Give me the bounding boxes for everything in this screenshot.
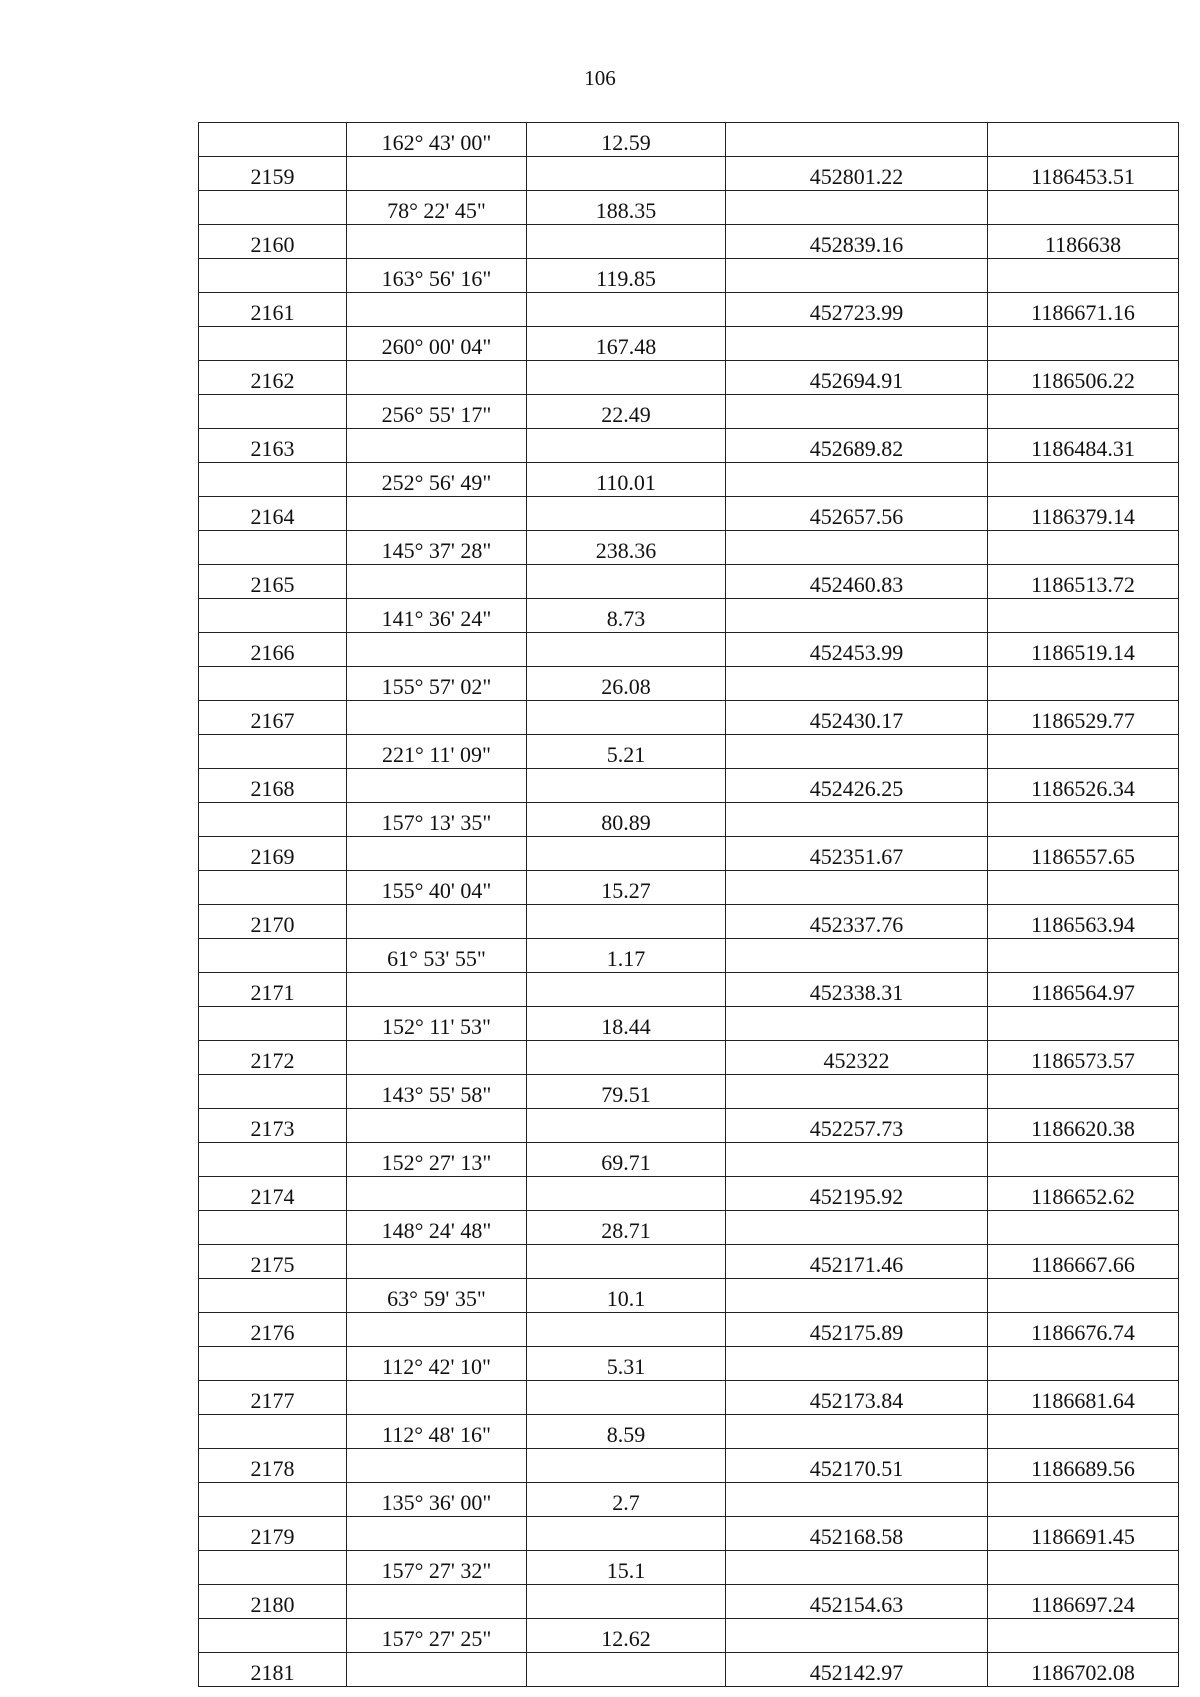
y-coordinate-cell <box>988 123 1179 157</box>
distance-cell: 15.27 <box>527 871 726 905</box>
y-coordinate-cell: 1186484.31 <box>988 429 1179 463</box>
bearing-cell: 163° 56' 16" <box>347 259 527 293</box>
point-number-cell <box>199 667 347 701</box>
point-number-cell <box>199 1415 347 1449</box>
point-number-cell: 2177 <box>199 1381 347 1415</box>
distance-cell <box>527 1585 726 1619</box>
y-coordinate-cell: 1186506.22 <box>988 361 1179 395</box>
point-row <box>199 973 1179 1007</box>
y-coordinate-cell <box>988 803 1179 837</box>
bearing-cell: 152° 11' 53" <box>347 1007 527 1041</box>
x-coordinate-cell <box>726 803 988 837</box>
y-coordinate-cell: 1186557.65 <box>988 837 1179 871</box>
point-number-cell <box>199 599 347 633</box>
segment-row <box>199 1075 1179 1109</box>
x-coordinate-cell: 452657.56 <box>726 497 988 531</box>
y-coordinate-cell: 1186620.38 <box>988 1109 1179 1143</box>
distance-cell <box>527 1313 726 1347</box>
point-number-cell: 2161 <box>199 293 347 327</box>
distance-cell <box>527 701 726 735</box>
bearing-cell: 256° 55' 17" <box>347 395 527 429</box>
y-coordinate-cell: 1186563.94 <box>988 905 1179 939</box>
point-number-cell <box>199 531 347 565</box>
segment-row <box>199 531 1179 565</box>
point-number-cell <box>199 1007 347 1041</box>
segment-row <box>199 259 1179 293</box>
distance-cell: 188.35 <box>527 191 726 225</box>
segment-row <box>199 735 1179 769</box>
y-coordinate-cell: 1186697.24 <box>988 1585 1179 1619</box>
page-number: 106 <box>584 66 616 90</box>
x-coordinate-cell: 452170.51 <box>726 1449 988 1483</box>
x-coordinate-cell: 452173.84 <box>726 1381 988 1415</box>
x-coordinate-cell <box>726 1007 988 1041</box>
bearing-cell <box>347 1517 527 1551</box>
x-coordinate-cell: 452460.83 <box>726 565 988 599</box>
x-coordinate-cell <box>726 1279 988 1313</box>
bearing-cell <box>347 497 527 531</box>
distance-cell: 80.89 <box>527 803 726 837</box>
x-coordinate-cell: 452171.46 <box>726 1245 988 1279</box>
x-coordinate-cell: 452694.91 <box>726 361 988 395</box>
distance-cell: 5.21 <box>527 735 726 769</box>
bearing-cell <box>347 429 527 463</box>
x-coordinate-cell <box>726 1143 988 1177</box>
point-number-cell <box>199 1483 347 1517</box>
point-number-cell: 2165 <box>199 565 347 599</box>
point-row <box>199 429 1179 463</box>
coordinates-table <box>198 122 1179 1687</box>
point-number-cell <box>199 395 347 429</box>
segment-row <box>199 871 1179 905</box>
y-coordinate-cell <box>988 599 1179 633</box>
x-coordinate-cell: 452338.31 <box>726 973 988 1007</box>
distance-cell <box>527 1109 726 1143</box>
point-number-cell: 2179 <box>199 1517 347 1551</box>
x-coordinate-cell: 452430.17 <box>726 701 988 735</box>
segment-row <box>199 667 1179 701</box>
segment-row <box>199 395 1179 429</box>
y-coordinate-cell: 1186676.74 <box>988 1313 1179 1347</box>
point-number-cell <box>199 1075 347 1109</box>
point-number-cell: 2174 <box>199 1177 347 1211</box>
distance-cell: 18.44 <box>527 1007 726 1041</box>
x-coordinate-cell <box>726 463 988 497</box>
x-coordinate-cell: 452175.89 <box>726 1313 988 1347</box>
x-coordinate-cell: 452142.97 <box>726 1653 988 1687</box>
y-coordinate-cell <box>988 1143 1179 1177</box>
distance-cell: 79.51 <box>527 1075 726 1109</box>
point-number-cell <box>199 871 347 905</box>
point-row <box>199 497 1179 531</box>
point-number-cell: 2175 <box>199 1245 347 1279</box>
distance-cell <box>527 837 726 871</box>
point-row <box>199 225 1179 259</box>
bearing-cell: 61° 53' 55" <box>347 939 527 973</box>
point-number-cell: 2172 <box>199 1041 347 1075</box>
point-number-cell <box>199 259 347 293</box>
y-coordinate-cell: 1186681.64 <box>988 1381 1179 1415</box>
bearing-cell <box>347 293 527 327</box>
segment-row <box>199 1619 1179 1653</box>
point-row <box>199 837 1179 871</box>
point-row <box>199 1109 1179 1143</box>
bearing-cell <box>347 1245 527 1279</box>
point-number-cell: 2170 <box>199 905 347 939</box>
y-coordinate-cell: 1186671.16 <box>988 293 1179 327</box>
y-coordinate-cell: 1186529.77 <box>988 701 1179 735</box>
bearing-cell <box>347 1449 527 1483</box>
point-number-cell: 2164 <box>199 497 347 531</box>
segment-row <box>199 599 1179 633</box>
point-number-cell: 2181 <box>199 1653 347 1687</box>
y-coordinate-cell <box>988 735 1179 769</box>
x-coordinate-cell <box>726 1415 988 1449</box>
x-coordinate-cell: 452322 <box>726 1041 988 1075</box>
x-coordinate-cell <box>726 1619 988 1653</box>
bearing-cell: 78° 22' 45" <box>347 191 527 225</box>
y-coordinate-cell: 1186379.14 <box>988 497 1179 531</box>
y-coordinate-cell <box>988 531 1179 565</box>
point-number-cell <box>199 1347 347 1381</box>
segment-row <box>199 1279 1179 1313</box>
point-row <box>199 905 1179 939</box>
bearing-cell: 135° 36' 00" <box>347 1483 527 1517</box>
x-coordinate-cell <box>726 1211 988 1245</box>
distance-cell: 2.7 <box>527 1483 726 1517</box>
point-number-cell: 2159 <box>199 157 347 191</box>
distance-cell: 26.08 <box>527 667 726 701</box>
point-row <box>199 1585 1179 1619</box>
y-coordinate-cell <box>988 1415 1179 1449</box>
segment-row <box>199 1211 1179 1245</box>
y-coordinate-cell: 1186638 <box>988 225 1179 259</box>
distance-cell <box>527 565 726 599</box>
point-number-cell: 2163 <box>199 429 347 463</box>
bearing-cell: 221° 11' 09" <box>347 735 527 769</box>
y-coordinate-cell: 1186526.34 <box>988 769 1179 803</box>
bearing-cell <box>347 1177 527 1211</box>
y-coordinate-cell <box>988 1279 1179 1313</box>
point-number-cell <box>199 1143 347 1177</box>
point-row <box>199 1245 1179 1279</box>
x-coordinate-cell: 452168.58 <box>726 1517 988 1551</box>
x-coordinate-cell: 452195.92 <box>726 1177 988 1211</box>
distance-cell: 8.59 <box>527 1415 726 1449</box>
x-coordinate-cell <box>726 735 988 769</box>
bearing-cell <box>347 1381 527 1415</box>
distance-cell: 12.62 <box>527 1619 726 1653</box>
bearing-cell <box>347 633 527 667</box>
point-row <box>199 1653 1179 1687</box>
x-coordinate-cell: 452689.82 <box>726 429 988 463</box>
point-number-cell <box>199 327 347 361</box>
distance-cell <box>527 1653 726 1687</box>
point-number-cell <box>199 191 347 225</box>
x-coordinate-cell: 452839.16 <box>726 225 988 259</box>
bearing-cell <box>347 1585 527 1619</box>
distance-cell <box>527 1245 726 1279</box>
distance-cell <box>527 497 726 531</box>
bearing-cell <box>347 1313 527 1347</box>
y-coordinate-cell <box>988 667 1179 701</box>
distance-cell: 28.71 <box>527 1211 726 1245</box>
point-row <box>199 157 1179 191</box>
point-number-cell <box>199 463 347 497</box>
bearing-cell: 145° 37' 28" <box>347 531 527 565</box>
bearing-cell <box>347 565 527 599</box>
point-number-cell: 2169 <box>199 837 347 871</box>
y-coordinate-cell: 1186513.72 <box>988 565 1179 599</box>
segment-row <box>199 191 1179 225</box>
bearing-cell: 157° 13' 35" <box>347 803 527 837</box>
y-coordinate-cell: 1186652.62 <box>988 1177 1179 1211</box>
bearing-cell <box>347 157 527 191</box>
y-coordinate-cell <box>988 191 1179 225</box>
distance-cell: 167.48 <box>527 327 726 361</box>
y-coordinate-cell: 1186453.51 <box>988 157 1179 191</box>
distance-cell: 5.31 <box>527 1347 726 1381</box>
bearing-cell: 63° 59' 35" <box>347 1279 527 1313</box>
y-coordinate-cell <box>988 1075 1179 1109</box>
bearing-cell <box>347 361 527 395</box>
distance-cell <box>527 429 726 463</box>
point-number-cell <box>199 939 347 973</box>
x-coordinate-cell: 452257.73 <box>726 1109 988 1143</box>
point-number-cell: 2168 <box>199 769 347 803</box>
segment-row <box>199 1415 1179 1449</box>
y-coordinate-cell <box>988 395 1179 429</box>
x-coordinate-cell <box>726 123 988 157</box>
x-coordinate-cell <box>726 1075 988 1109</box>
distance-cell <box>527 1177 726 1211</box>
point-row <box>199 1041 1179 1075</box>
distance-cell: 22.49 <box>527 395 726 429</box>
x-coordinate-cell <box>726 871 988 905</box>
distance-cell <box>527 973 726 1007</box>
bearing-cell <box>347 837 527 871</box>
point-row <box>199 769 1179 803</box>
point-row <box>199 1381 1179 1415</box>
distance-cell <box>527 293 726 327</box>
y-coordinate-cell <box>988 1007 1179 1041</box>
point-number-cell: 2160 <box>199 225 347 259</box>
point-number-cell <box>199 735 347 769</box>
point-row <box>199 1517 1179 1551</box>
point-row <box>199 701 1179 735</box>
y-coordinate-cell: 1186667.66 <box>988 1245 1179 1279</box>
segment-row <box>199 1483 1179 1517</box>
x-coordinate-cell <box>726 327 988 361</box>
x-coordinate-cell <box>726 599 988 633</box>
point-number-cell <box>199 123 347 157</box>
bearing-cell: 157° 27' 25" <box>347 1619 527 1653</box>
segment-row <box>199 123 1179 157</box>
segment-row <box>199 327 1179 361</box>
point-number-cell <box>199 1551 347 1585</box>
y-coordinate-cell: 1186691.45 <box>988 1517 1179 1551</box>
y-coordinate-cell <box>988 463 1179 497</box>
y-coordinate-cell <box>988 1483 1179 1517</box>
point-row <box>199 565 1179 599</box>
y-coordinate-cell: 1186702.08 <box>988 1653 1179 1687</box>
point-row <box>199 633 1179 667</box>
distance-cell: 15.1 <box>527 1551 726 1585</box>
distance-cell: 8.73 <box>527 599 726 633</box>
y-coordinate-cell: 1186564.97 <box>988 973 1179 1007</box>
y-coordinate-cell <box>988 939 1179 973</box>
distance-cell <box>527 633 726 667</box>
bearing-cell: 141° 36' 24" <box>347 599 527 633</box>
point-number-cell: 2178 <box>199 1449 347 1483</box>
distance-cell <box>527 1381 726 1415</box>
bearing-cell <box>347 1109 527 1143</box>
point-number-cell: 2167 <box>199 701 347 735</box>
bearing-cell <box>347 225 527 259</box>
bearing-cell: 143° 55' 58" <box>347 1075 527 1109</box>
bearing-cell: 112° 48' 16" <box>347 1415 527 1449</box>
x-coordinate-cell <box>726 191 988 225</box>
bearing-cell: 162° 43' 00" <box>347 123 527 157</box>
y-coordinate-cell: 1186689.56 <box>988 1449 1179 1483</box>
x-coordinate-cell <box>726 1483 988 1517</box>
distance-cell: 238.36 <box>527 531 726 565</box>
y-coordinate-cell: 1186573.57 <box>988 1041 1179 1075</box>
bearing-cell <box>347 769 527 803</box>
bearing-cell <box>347 701 527 735</box>
point-number-cell: 2180 <box>199 1585 347 1619</box>
point-row <box>199 1449 1179 1483</box>
x-coordinate-cell: 452453.99 <box>726 633 988 667</box>
point-number-cell: 2176 <box>199 1313 347 1347</box>
point-row <box>199 1177 1179 1211</box>
point-number-cell <box>199 803 347 837</box>
x-coordinate-cell <box>726 939 988 973</box>
bearing-cell <box>347 905 527 939</box>
y-coordinate-cell <box>988 1347 1179 1381</box>
point-number-cell <box>199 1279 347 1313</box>
y-coordinate-cell <box>988 327 1179 361</box>
bearing-cell: 148° 24' 48" <box>347 1211 527 1245</box>
x-coordinate-cell: 452801.22 <box>726 157 988 191</box>
distance-cell: 119.85 <box>527 259 726 293</box>
distance-cell: 1.17 <box>527 939 726 973</box>
point-number-cell: 2171 <box>199 973 347 1007</box>
distance-cell: 69.71 <box>527 1143 726 1177</box>
distance-cell <box>527 225 726 259</box>
x-coordinate-cell <box>726 395 988 429</box>
segment-row <box>199 803 1179 837</box>
x-coordinate-cell: 452154.63 <box>726 1585 988 1619</box>
distance-cell <box>527 1041 726 1075</box>
point-row <box>199 1313 1179 1347</box>
bearing-cell <box>347 1653 527 1687</box>
point-row <box>199 361 1179 395</box>
distance-cell: 110.01 <box>527 463 726 497</box>
distance-cell: 12.59 <box>527 123 726 157</box>
distance-cell <box>527 361 726 395</box>
bearing-cell: 155° 57' 02" <box>347 667 527 701</box>
x-coordinate-cell: 452337.76 <box>726 905 988 939</box>
segment-row <box>199 1347 1179 1381</box>
bearing-cell <box>347 973 527 1007</box>
segment-row <box>199 939 1179 973</box>
y-coordinate-cell <box>988 259 1179 293</box>
x-coordinate-cell <box>726 1551 988 1585</box>
segment-row <box>199 1551 1179 1585</box>
y-coordinate-cell <box>988 1551 1179 1585</box>
x-coordinate-cell <box>726 531 988 565</box>
point-number-cell: 2173 <box>199 1109 347 1143</box>
y-coordinate-cell <box>988 1211 1179 1245</box>
y-coordinate-cell <box>988 871 1179 905</box>
distance-cell <box>527 905 726 939</box>
x-coordinate-cell: 452426.25 <box>726 769 988 803</box>
distance-cell <box>527 157 726 191</box>
point-number-cell <box>199 1211 347 1245</box>
segment-row <box>199 1143 1179 1177</box>
x-coordinate-cell: 452351.67 <box>726 837 988 871</box>
coordinates-table-body <box>199 123 1179 1687</box>
segment-row <box>199 1007 1179 1041</box>
distance-cell <box>527 1449 726 1483</box>
bearing-cell: 260° 00' 04" <box>347 327 527 361</box>
x-coordinate-cell <box>726 667 988 701</box>
point-number-cell: 2166 <box>199 633 347 667</box>
x-coordinate-cell <box>726 259 988 293</box>
distance-cell <box>527 769 726 803</box>
bearing-cell: 152° 27' 13" <box>347 1143 527 1177</box>
point-number-cell: 2162 <box>199 361 347 395</box>
bearing-cell <box>347 1041 527 1075</box>
bearing-cell: 112° 42' 10" <box>347 1347 527 1381</box>
point-row <box>199 293 1179 327</box>
bearing-cell: 157° 27' 32" <box>347 1551 527 1585</box>
bearing-cell: 155° 40' 04" <box>347 871 527 905</box>
y-coordinate-cell <box>988 1619 1179 1653</box>
segment-row <box>199 463 1179 497</box>
x-coordinate-cell <box>726 1347 988 1381</box>
x-coordinate-cell: 452723.99 <box>726 293 988 327</box>
distance-cell <box>527 1517 726 1551</box>
y-coordinate-cell: 1186519.14 <box>988 633 1179 667</box>
bearing-cell: 252° 56' 49" <box>347 463 527 497</box>
distance-cell: 10.1 <box>527 1279 726 1313</box>
point-number-cell <box>199 1619 347 1653</box>
